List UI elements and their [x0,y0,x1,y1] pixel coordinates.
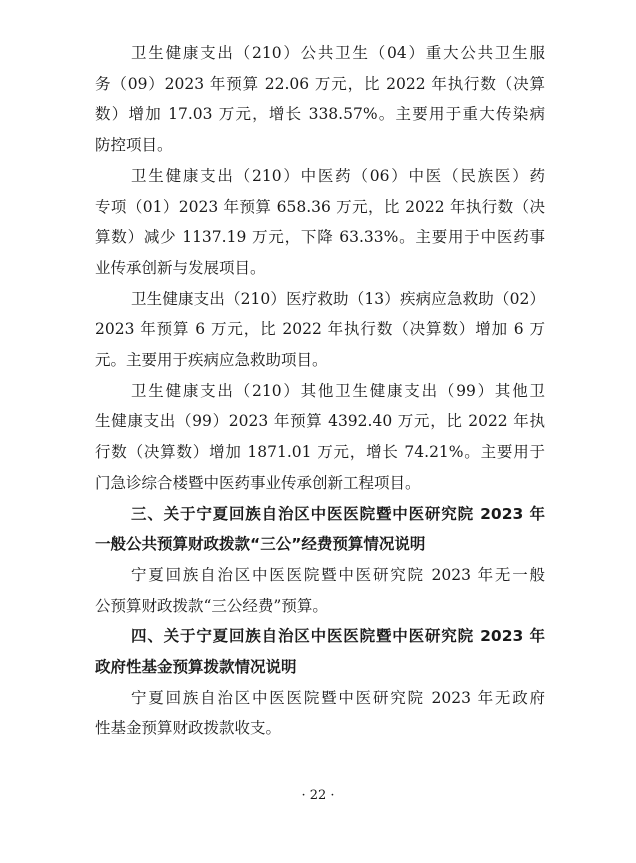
paragraph-6-line-2: 公预算财政拨款“三公经费”预算。 [95,596,328,615]
paragraph-1-line-4: 防控项目。 [95,136,173,155]
paragraph-2-line-1: 卫生健康支出（210）中医药（06）中医（民族医）药 [131,166,545,185]
paragraph-1-line-3: 数）增加 17.03 万元，增长 338.57%。主要用于重大传染病 [95,105,545,124]
paragraph-4-line-2: 生健康支出（99）2023 年预算 4392.40 万元，比 2022 年执 [95,412,545,431]
paragraph-1-line-1: 卫生健康支出（210）公共卫生（04）重大公共卫生服 [131,44,545,62]
page-number: · 22 · [301,788,335,803]
paragraph-2-line-3: 算数）减少 1137.19 万元，下降 63.33%。主要用于中医药事 [95,228,545,247]
section-heading-7-line-2: 政府性基金预算拨款情况说明 [95,658,297,676]
paragraph-6-line-1: 宁夏回族自治区中医医院暨中医研究院 2023 年无一般 [131,565,545,584]
paragraph-1-line-2: 务（09）2023 年预算 22.06 万元，比 2022 年执行数（决算 [95,74,545,93]
paragraph-8-line-1: 宁夏回族自治区中医医院暨中医研究院 2023 年无政府 [131,688,545,707]
paragraph-3-line-3: 元。主要用于疾病应急救助项目。 [95,351,328,369]
paragraph-3-line-2: 2023 年预算 6 万元，比 2022 年执行数（决算数）增加 6 万 [95,320,545,339]
paragraph-3-line-1: 卫生健康支出（210）医疗救助（13）疾病应急救助（02） [131,289,545,308]
paragraph-4-line-1: 卫生健康支出（210）其他卫生健康支出（99）其他卫 [131,381,545,400]
paragraph-8-line-2: 性基金预算财政拨款收支。 [95,719,282,738]
paragraph-4-line-3: 行数（决算数）增加 1871.01 万元，增长 74.21%。主要用于 [95,443,545,462]
paragraph-4-line-4: 门急诊综合楼暨中医药事业传承创新工程项目。 [95,473,421,492]
section-heading-5-line-1: 三、关于宁夏回族自治区中医医院暨中医研究院 2023 年 [131,504,545,523]
section-heading-5-line-2: 一般公共预算财政拨款“三公”经费预算情况说明 [95,535,426,554]
paragraph-2-line-2: 专项（01）2023 年预算 658.36 万元，比 2022 年执行数（决 [95,197,545,216]
section-heading-7-line-1: 四、关于宁夏回族自治区中医医院暨中医研究院 2023 年 [131,627,545,646]
paragraph-2-line-4: 业传承创新与发展项目。 [95,258,266,277]
